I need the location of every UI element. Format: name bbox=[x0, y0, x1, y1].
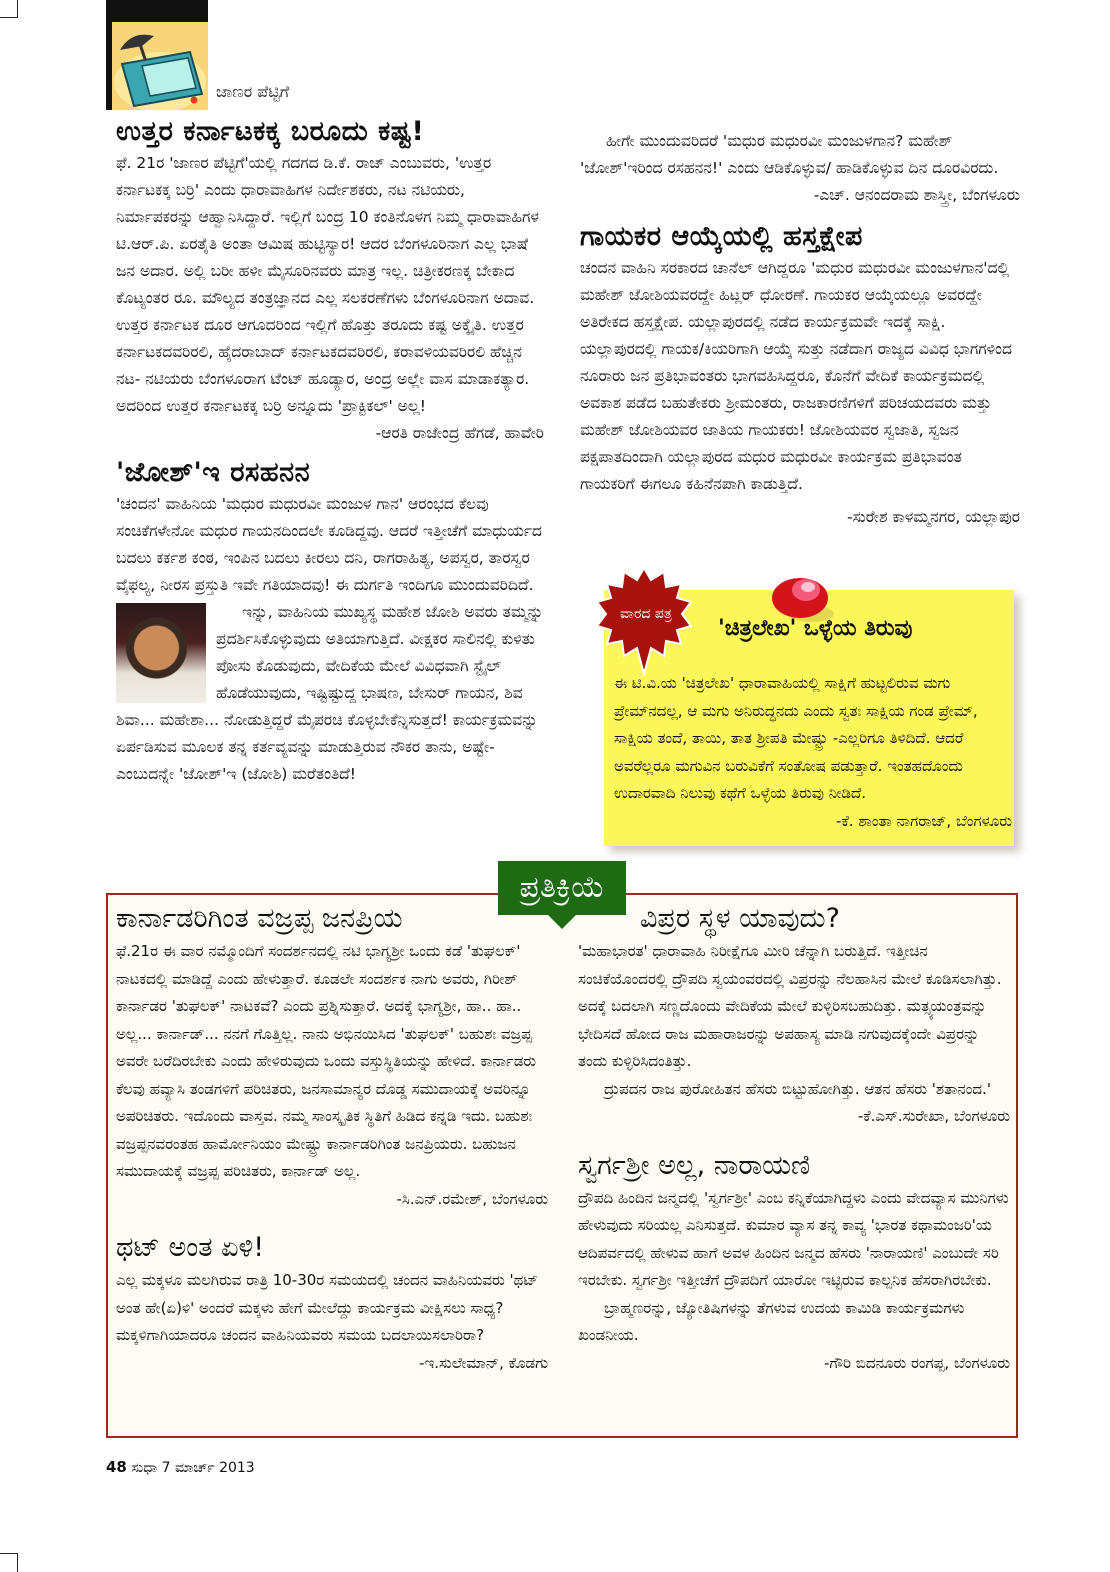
featured-signature: -ಕೆ. ಶಾಂತಾ ನಾಗರಾಜ್, ಬೆಂಗಳೂರು bbox=[836, 811, 1012, 830]
headline: ಗಾಯಕರ ಆಯ್ಕೆಯಲ್ಲಿ ಹಸ್ತಕ್ಷೇಪ bbox=[580, 221, 863, 252]
headline: ಉತ್ತರ ಕರ್ನಾಟಕಕ್ಕ ಬರೂದು ಕಷ್ಟ! bbox=[116, 116, 425, 147]
left-column bbox=[116, 114, 544, 788]
reaction-signature: -ಸಿ.ಎನ್.ರಮೇಶ್, ಬೆಂಗಳೂರು bbox=[396, 1189, 548, 1208]
crop-mark-top-left bbox=[0, 0, 18, 18]
reactions-left-column bbox=[116, 900, 548, 1377]
reaction-body: ಎಲ್ಲ ಮಕ್ಕಳೂ ಮಲಗಿರುವ ರಾತ್ರಿ 10-30ರ ಸಮಯದಲ್ಲಿ ಚಂದನ ವಾಹಿನಿಯವರು 'ಥಟ್ ಅಂತ ಹೇ(ಏ)ಳಿ' ಅಂದರೆ ಮಕ್ಕಳು ಹೇಗೆ ಮೇಲೆದ್ದು ಕಾರ್ಯಕ್ರಮ ವೀಕ್ಷಿಸಲು ಸಾಧ್ಯ? ಮಕ್ಕಳಿಗಾಗಿಯಾದರೂ ಚಂದನ ವಾಹಿನಿಯವರು ಸಮಯ ಬದಲಾಯಿಸಲಾರಿರಾ? bbox=[116, 1271, 539, 1344]
letter-body: ಫೆ. 21ರ 'ಜಾಣರ ಪೆಟ್ಟಿಗೆ'ಯಲ್ಲಿ ಗದಗದ ಡಿ.ಕೆ. ರಾಜ್ ಎಂಬುವರು, 'ಉತ್ತರ ಕರ್ನಾಟಕಕ್ಕ ಬರ್ರಿ' ಎಂದು ಧಾರಾವಾಹಿಗಳ ನಿರ್ದೇಶಕರು, ನಟ ನಟಿಯರು, ನಿರ್ಮಾಪಕರನ್ನು ಆಹ್ವಾನಿಸಿದ್ದಾರೆ. ಇಲ್ಲಿಗೆ ಬಂದ್ರ 10 ಕಂತಿನೊಳಗ ನಿಮ್ಮ ಧಾರಾವಾಹಿಗಳ ಟಿ.ಆರ್.ಪಿ. ಏರತೈತಿ ಅಂತಾ ಆಮಿಷ ಹುಟ್ಟಿಸ್ಯಾರ! ಆದರ ಬೆಂಗಳೂರಿನಾಗ ಎಲ್ಲ ಭಾಷೆ ಜನ ಅದಾರ. ಅಲ್ಲಿ ಬರೀ ಹಳೀ ಮೈಸೂರಿನವರು ಮಾತ್ರ ಇಲ್ಲ. ಚಿತ್ರೀಕರಣಕ್ಕ ಬೇಕಾದ ಕೊಟ್ಯಂತರ ರೂ. ಮೌಲ್ಯದ ತಂತ್ರಜ್ಞಾನದ ಎಲ್ಲ ಸಲಕರಣೆಗಳು ಬೆಂಗಳೂರಿನಾಗ ಅದಾವ. ಉತ್ತರ ಕರ್ನಾಟಕ ದೂರ ಆಗೂದರಿಂದ ಇಲ್ಲಿಗೆ ಹೊತ್ತು ತರೂದು ಕಷ್ಟ ಅಕ್ಕೈತಿ. ಉತ್ತರ ಕರ್ನಾಟಕದವರಿರಲಿ, ಹೈದರಾಬಾದ್ ಕರ್ನಾಟಕದವರಿರಲಿ, ಕರಾವಳಿಯವರಿರಲಿ ಹೆಚ್ಚಿನ ನಟ- ನಟಿಯರು ಬೆಂಗಳೂರಾಗ ಟೆಂಟ್ ಹೂಡ್ಯಾರ, ಅಂದ್ರ ಅಲ್ಲೇ ವಾಸ ಮಾಡಾಕತ್ಯಾರ. ಅದರಿಂದ ಉತ್ತರ ಕರ್ನಾಟಕಕ್ಕ ಬರ್ರಿ ಅನ್ನೂದು 'ಪ್ರಾಕ್ಟಿಕಲ್' ಅಲ್ಲ! bbox=[116, 154, 539, 415]
reaction-body: ದ್ರೌಪದಿ ಹಿಂದಿನ ಜನ್ಮದಲ್ಲಿ 'ಸ್ವರ್ಗಶ್ರೀ' ಎಂಬ ಕನ್ನಿಕೆಯಾಗಿದ್ದಳು ಎಂದು ವೇದವ್ಯಾಸ ಮುನಿಗಳು ಹೇಳುವುದು ಸರಿಯಲ್ಲ ಎನಿಸುತ್ತದೆ. ಕುಮಾರ ವ್ಯಾಸ ತನ್ನ ಕಾವ್ಯ 'ಭಾರತ ಕಥಾಮಂಜರಿ'ಯ ಆದಿಪರ್ವದಲ್ಲಿ ಹೇಳುವ ಹಾಗೆ ಅವಳ ಹಿಂದಿನ ಜನ್ಮದ ಹೆಸರು 'ನಾರಾಯಣಿ' ಎಂಬುದೇ ಸರಿ ಇರಬೇಕು. ಸ್ವರ್ಗಶ್ರೀ ಇತ್ತೀಚೆಗೆ ದ್ರೌಪದಿಗೆ ಯಾರೋ ಇಟ್ಟಿರುವ ಕಾಲ್ಪನಿಕ ಹೆಸರಾಗಿರಬೇಕು. bbox=[578, 1188, 1009, 1289]
reaction-signature: -ಕೆ.ಎಸ್.ಸುರೇಖಾ, ಬೆಂಗಳೂರು bbox=[857, 1107, 1010, 1125]
reactions-tag: ಪ್ರತಿಕ್ರಿಯೆ bbox=[498, 861, 626, 915]
reaction-headline: ಕಾರ್ನಾಡರಿಗಿಂತ ವಜ್ರಪ್ಪ ಜನಪ್ರಿಯ bbox=[116, 903, 403, 934]
letter-signature: -ಎಚ್. ಆನಂದರಾಮ ಶಾಸ್ತ್ರೀ, ಬೆಂಗಳೂರು bbox=[813, 186, 1020, 204]
reaction-headline: ಸ್ವರ್ಗಶ್ರೀ ಅಲ್ಲ, ನಾರಾಯಣಿ bbox=[578, 1149, 811, 1181]
reaction-body: ಫೆ.21ರ ಈ ವಾರ ನಮ್ಮೊಂದಿಗೆ ಸಂದರ್ಶನದಲ್ಲಿ ನಟಿ ಭಾಗ್ಯಶ್ರೀ ಒಂದು ಕಡೆ 'ತುಘಲಕ್' ನಾಟಕದಲ್ಲಿ ಮಾಡಿದ್ದೆ ಎಂದು ಹೇಳುತ್ತಾರೆ. ಕೂಡಲೇ ಸಂದರ್ಶಕ ನಾಗು ಅವರು, ಗಿರೀಶ್ ಕಾರ್ನಾಡರ 'ತುಘಲಕ್' ನಾಟಕವೆ? ಎಂದು ಪ್ರಶ್ನಿಸುತ್ತಾರೆ. ಅದಕ್ಕೆ ಭಾಗ್ಯಶ್ರೀ, ಹಾ.. ಹಾ.. ಅಲ್ಲ... ಕಾರ್ನಾಡ್... ನನಗೆ ಗೊತ್ತಿಲ್ಲ. ನಾನು ಅಭಿನಯಿಸಿದ 'ತುಘಲಕ್' ಬಹುಶಃ ವಜ್ರಪ್ಪ ಅವರೇ ಬರೆದಿರಬೇಕು ಎಂದು ಹೇಳಿರುವುದು ಒಂದು ವಸ್ತುಸ್ಥಿತಿಯನ್ನು ಹೇಳಿದೆ. ಕಾರ್ನಾಡರು ಕೆಲವು ಹವ್ಯಾಸಿ ತಂಡಗಳಿಗೆ ಪರಿಚಿತರು, ಜನಸಾಮಾನ್ಯರ ದೊಡ್ಡ ಸಮುದಾಯಕ್ಕೆ ಅವರಿನ್ನೂ ಅಪರಿಚಿತರು. ಇದೊಂದು ವಾಸ್ತವ. ನಮ್ಮ ಸಾಂಸ್ಕೃತಿಕ ಸ್ಥಿತಿಗೆ ಹಿಡಿದ ಕನ್ನಡಿ ಇದು. ಬಹುಶಃ ವಜ್ರಪ್ಪನವರಂತಹ ಹಾರ್ಮೋನಿಯಂ ಮೇಷ್ಟ್ರು ಕಾರ್ನಾಡರಿಗಿಂತ ಜನಪ್ರಿಯರು. ಬಹುಜನ ಸಮುದಾಯಕ್ಕೆ ವಜ್ರಪ್ಪ ಪರಿಚಿತರು, ಕಾರ್ನಾಡ್ ಅಲ್ಲ. bbox=[116, 942, 537, 1180]
reaction-signature: -ಇ.ಸುಲೇಮಾನ್, ಕೊಡಗು bbox=[419, 1353, 548, 1372]
letter-body: ಹೀಗೇ ಮುಂದುವರಿದರೆ 'ಮಧುರ ಮಧುರವೀ ಮಂಜುಳಗಾನ? ಮಹೇಶ್ 'ಜೋಶ್'ಇರಿಂದ ರಸಹನನ!' ಎಂದು ಆಡಿಕೊಳ್ಳುವ/ ಹಾಡಿಕೊಳ್ಳುವ ದಿನ ದೂರವಿರದು. bbox=[580, 132, 999, 177]
letter-signature: -ಆರತಿ ರಾಜೇಂದ್ರ ಹೆಗಡೆ, ಹಾವೇರಿ bbox=[375, 424, 544, 442]
section-label: ಜಾಣರ ಪೆಟ್ಟಿಗೆ bbox=[216, 82, 290, 101]
tv-icon bbox=[106, 0, 208, 110]
letter-body: 'ಚಂದನ' ವಾಹಿನಿಯ 'ಮಧುರ ಮಧುರವೀ ಮಂಜುಳ ಗಾನ' ಆರಂಭದ ಕೆಲವು ಸಂಚಿಕೆಗಳೇನೋ ಮಧುರ ಗಾಯನದಿಂದಲೇ ಕೂಡಿದ್ದವು. ಆದರೆ ಇತ್ತೀಚೆಗೆ ಮಾಧುರ್ಯದ ಬದಲು ಕರ್ಕಶ ಕಂಠ, ಇಂಪಿನ ಬದಲು ಕೀರಲು ದನಿ, ರಾಗರಾಹಿತ್ಯ, ಅಪಸ್ವರ, ತಾರಸ್ವರ ವೈಫಲ್ಯ, ನೀರಸ ಪ್ರಸ್ತುತಿ ಇವೇ ಗತಿಯಾದವು! ಈ ದುರ್ಗತಿ ಇಂದಿಗೂ ಮುಂದುವರಿದಿದೆ. bbox=[116, 495, 542, 594]
featured-headline: 'ಚಿತ್ರಲೇಖ' ಒಳ್ಳೆಯ ತಿರುವು bbox=[718, 616, 913, 641]
reaction-body: ಬ್ರಾಹ್ಮಣರನ್ನು, ಜ್ಯೋತಿಷಿಗಳನ್ನು ತೆಗಳುವ ಉದಯ ಕಾಮಿಡಿ ಕಾರ್ಯಕ್ರಮಗಳು ಖಂಡನೀಯ. bbox=[578, 1298, 965, 1344]
person-photo bbox=[116, 603, 206, 703]
reaction-headline: ಥಟ್ ಅಂತ ಏಳಿ! bbox=[116, 1232, 265, 1263]
reaction-body: 'ಮಹಾಭಾರತ' ಧಾರಾವಾಹಿ ನಿರೀಕ್ಷೆಗೂ ಮೀರಿ ಚೆನ್ನಾಗಿ ಬರುತ್ತಿದೆ. ಇತ್ತೀಚಿನ ಸಂಚಿಕೆಯೊಂದರಲ್ಲಿ ದ್ರೌಪದಿ ಸ್ವಯಂವರದಲ್ಲಿ ವಿಪ್ರರನ್ನು ನೆಲಹಾಸಿನ ಮೇಲೆ ಕೂಡಿಸಲಾಗಿತ್ತು. ಅದಕ್ಕೆ ಬದಲಾಗಿ ಸಣ್ಣದೊಂದು ವೇದಿಕೆಯ ಮೇಲೆ ಕುಳ್ಳಿರಿಸಬಹುದಿತ್ತು. ಮತ್ಸ್ಯಯಂತ್ರವನ್ನು ಭೇದಿಸದೆ ಹೋದ ರಾಜ ಮಹಾರಾಜರನ್ನು ಅಪಹಾಸ್ಯ ಮಾಡಿ ನಗುವುದಕ್ಕೆಂದೇ ವಿಪ್ರರನ್ನು ತಂದು ಕುಳ್ಳಿರಿಸಿದಂತಿತ್ತು. bbox=[578, 942, 1002, 1070]
issue-date: 7 ಮಾರ್ಚ್ 2013 bbox=[161, 1460, 255, 1476]
tv-icon-graphic bbox=[112, 22, 208, 110]
page-number: 48 bbox=[106, 1458, 127, 1476]
reaction-signature: -ಗೌರಿ ಬಿದನೂರು ರಂಗಪ್ಪ, ಬೆಂಗಳೂರು bbox=[824, 1353, 1010, 1372]
reaction-headline: ವಿಪ್ರರ ಸ್ಥಳ ಯಾವುದು? bbox=[640, 903, 840, 934]
featured-badge-label: ವಾರದ ಪತ್ರ bbox=[620, 606, 672, 622]
featured-body: ಈ ಟಿ.ವಿ.ಯ 'ಚಿತ್ರಲೇಖ' ಧಾರಾವಾಹಿಯಲ್ಲಿ ಸಾಕ್ಷಿಗೆ ಹುಟ್ಟಲಿರುವ ಮಗು ಪ್ರೇಮ್‌ನದಲ್ಲ, ಆ ಮಗು ಅನಿರುದ್ಧನದು ಎಂದು ಸ್ವತಃ ಸಾಕ್ಷಿಯ ಗಂಡ ಪ್ರೇಮ್, ಸಾಕ್ಷಿಯ ತಂದೆ, ತಾಯಿ, ತಾತ ಶ್ರೀಪತಿ ಮೇಷ್ಟ್ರು -ಎಲ್ಲರಿಗೂ ತಿಳಿದಿದೆ. ಆದರೆ ಅವರೆಲ್ಲರೂ ಮಗುವಿನ ಬರುವಿಕೆಗೆ ಸಂತೋಷ ಪಡುತ್ತಾರೆ. ಇಂತಹದೊಂದು ಉದಾರವಾದಿ ನಿಲುವು ಕಥೆಗೆ ಒಳ್ಳೆಯ ತಿರುವು ನೀಡಿದೆ. bbox=[614, 674, 978, 802]
reaction-body: ದ್ರುಪದನ ರಾಜ ಪುರೋಹಿತನ ಹೆಸರು ಬಿಟ್ಟುಹೋಗಿತ್ತು. ಆತನ ಹೆಸರು 'ಶತಾನಂದ.' bbox=[604, 1079, 991, 1098]
headline: 'ಜೋಶ್'ಇ ರಸಹನನ bbox=[116, 457, 311, 488]
right-column bbox=[580, 128, 1020, 531]
reactions-right-column bbox=[578, 900, 1010, 1377]
letter-signature: -ಸುರೇಶ ಕಾಳಮ್ಮನಗರ, ಯಲ್ಲಾಪುರ bbox=[846, 508, 1020, 526]
letter-body: ಚಂದನ ವಾಹಿನಿ ಸರಕಾರದ ಚಾನೆಲ್ ಆಗಿದ್ದರೂ 'ಮಧುರ ಮಧುರವೀ ಮಂಜುಳಗಾನ'ದಲ್ಲಿ ಮಹೇಶ್ ಜೋಶಿಯವರದ್ದೇ ಹಿಟ್ಲರ್ ಧೋರಣೆ. ಗಾಯಕರ ಆಯ್ಕೆಯಲ್ಲೂ ಅವರದ್ದೇ ಅತಿರೇಕದ ಹಸ್ತಕ್ಷೇಪ. ಯಲ್ಲಾಪುರದಲ್ಲಿ ನಡೆದ ಕಾರ್ಯಕ್ರಮವೇ ಇದಕ್ಕೆ ಸಾಕ್ಷಿ. ಯಲ್ಲಾಪುರದಲ್ಲಿ ಗಾಯಕ/ಕಿಯರಿಗಾಗಿ ಆಯ್ಕೆ ಸುತ್ತು ನಡೆದಾಗ ರಾಜ್ಯದ ವಿವಿಧ ಭಾಗಗಳಿಂದ ನೂರಾರು ಜನ ಪ್ರತಿಭಾವಂತರು ಭಾಗವಹಿಸಿದ್ದರೂ, ಕೊನೆಗೆ ವೇದಿಕೆ ಕಾರ್ಯಕ್ರಮದಲ್ಲಿ ಅವಕಾಶ ಪಡೆದ ಬಹುತೇಕರು ಶ್ರೀಮಂತರು, ರಾಜಕಾರಣಿಗಳಿಗೆ ಪರಿಚಯದವರು ಮತ್ತು ಮಹೇಶ್ ಜೋಶಿಯವರ ಜಾತಿಯ ಗಾಯಕರು! ಜೋಶಿಯವರ ಸ್ವಜಾತಿ, ಸ್ವಜನ ಪಕ್ಷಪಾತದಿಂದಾಗಿ ಯಲ್ಲಾಪುರದ ಮಧುರ ಮಧುರವೀ ಕಾರ್ಯಕ್ರಮ ಪ್ರತಿಭಾವಂತ ಗಾಯಕರಿಗೆ ಈಗಲೂ ಕಹಿನೆನಪಾಗಿ ಕಾಡುತ್ತಿದೆ. bbox=[580, 259, 1012, 493]
page-footer bbox=[106, 1458, 255, 1476]
featured-body-block bbox=[614, 670, 1012, 835]
magazine-name: ಸುಧಾ bbox=[131, 1460, 158, 1476]
letter-body: ಇನ್ನು, ವಾಹಿನಿಯ ಮುಖ್ಯಸ್ಥ ಮಹೇಶ ಜೋಶಿ ಅವರು ತಮ್ಮನ್ನು ಪ್ರದರ್ಶಿಸಿಕೊಳ್ಳುವುದು ಅತಿಯಾಗುತ್ತಿದೆ. ವೀಕ್ಷಕರ ಸಾಲಿನಲ್ಲಿ ಕುಳಿತು ಪೋಸು ಕೊಡುವುದು, ವೇದಿಕೆಯ ಮೇಲೆ ವಿವಿಧವಾಗಿ ಸ್ಟೈಲ್ ಹೊಡೆಯುವುದು, ಇಷ್ಟಿಷ್ಟುದ್ದ ಭಾಷಣ, ಬೇಸುರ್ ಗಾಯನ, ಶಿವ ಶಿವಾ... ಮಹೇಶಾ... ನೋಡುತ್ತಿದ್ದರೆ ಮೈಪರಚಿ ಕೊಳ್ಳಬೇಕೆನ್ನಿಸುತ್ತದೆ! ಕಾರ್ಯಕ್ರಮವನ್ನು ಏರ್ಪಡಿಸುವ ಮೂಲಕ ತನ್ನ ಕರ್ತವ್ಯವನ್ನು ಮಾಡುತ್ತಿರುವ ನೌಕರ ತಾನು, ಅಷ್ಟೇ- ಎಂಬುದನ್ನೇ 'ಜೋಶ್'ಇ (ಜೋಶಿ) ಮರೆತಂತಿದೆ! bbox=[116, 603, 544, 783]
crop-mark-bottom-left bbox=[0, 1553, 18, 1572]
